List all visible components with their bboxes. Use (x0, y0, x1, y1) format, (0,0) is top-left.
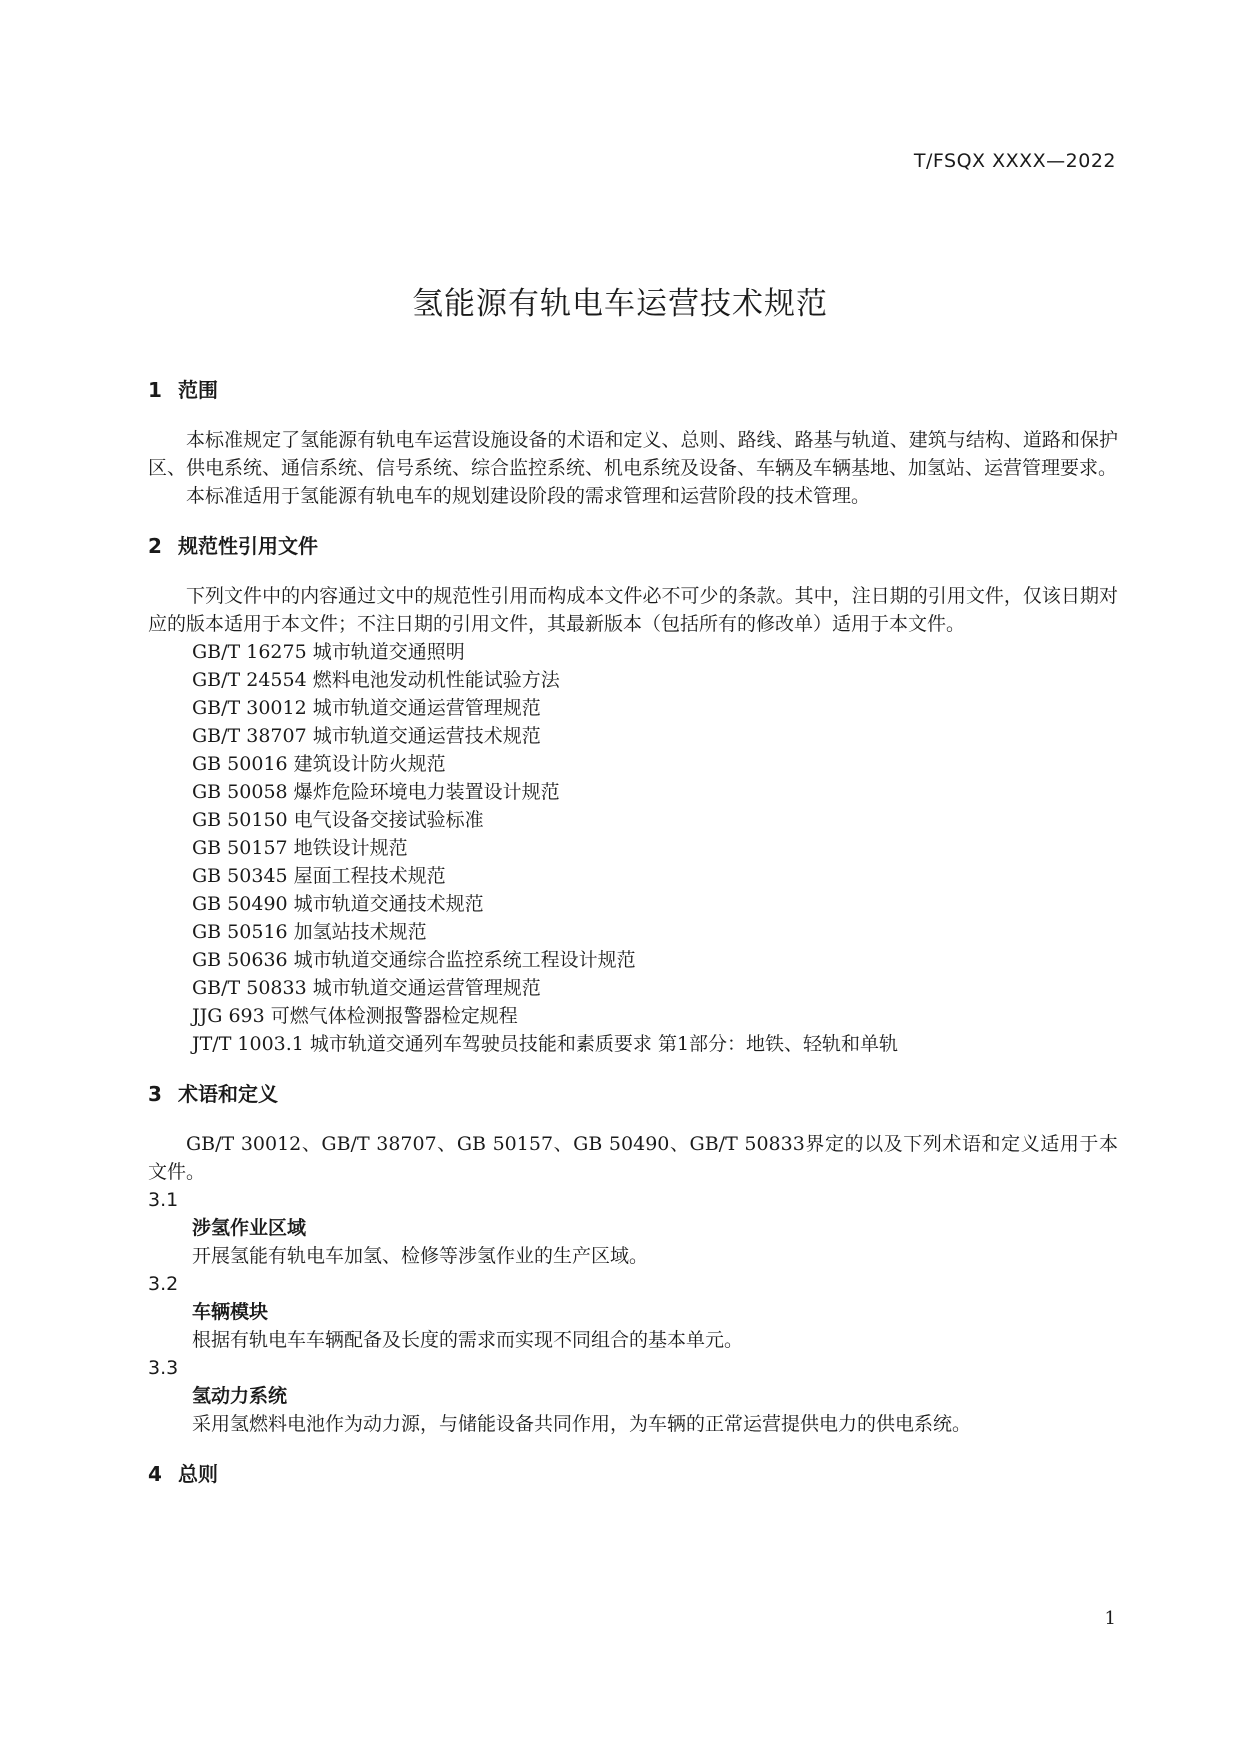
term-name: 涉氢作业区域 (192, 1217, 307, 1239)
reference-item: GB/T 38707 城市轨道交通运营技术规范 (192, 725, 541, 747)
reference-item: GB 50157 地铁设计规范 (192, 837, 408, 859)
reference-item: GB 50150 电气设备交接试验标准 (192, 809, 484, 831)
reference-item: JJG 693 可燃气体检测报警器检定规程 (192, 1005, 518, 1027)
paragraph: GB/T 30012、GB/T 38707、GB 50157、GB 50490、GB/T 50833界定的以及下列术语和定义适用于本文件。 (148, 1133, 1118, 1183)
document-code: T/FSQX XXXX—2022 (913, 150, 1116, 172)
term-number: 3.1 (148, 1189, 179, 1211)
reference-item: GB 50490 城市轨道交通技术规范 (192, 893, 484, 915)
section-heading-normative-references (148, 532, 1118, 560)
term-definition: 根据有轨电车车辆配备及长度的需求而实现不同组合的基本单元。 (192, 1329, 744, 1351)
term-number: 3.3 (148, 1357, 179, 1379)
section-title: 总则 (178, 1462, 218, 1486)
section-number: 1 (148, 378, 162, 402)
section-number: 4 (148, 1462, 162, 1486)
reference-item: GB/T 50833 城市轨道交通运营管理规范 (192, 977, 541, 999)
term-entry (148, 1354, 1118, 1438)
page-number: 1 (1104, 1608, 1116, 1629)
term-entry (148, 1270, 1118, 1354)
term-definition: 开展氢能有轨电车加氢、检修等涉氢作业的生产区域。 (192, 1245, 649, 1267)
reference-item: GB 50345 屋面工程技术规范 (192, 865, 446, 887)
document-body (148, 376, 1118, 1488)
reference-item: GB 50016 建筑设计防火规范 (192, 753, 446, 775)
reference-item: GB 50636 城市轨道交通综合监控系统工程设计规范 (192, 949, 636, 971)
document-title: 氢能源有轨电车运营技术规范 (412, 286, 828, 322)
section-number: 2 (148, 534, 162, 558)
paragraph: 下列文件中的内容通过文中的规范性引用而构成本文件必不可少的条款。其中，注日期的引用文件，仅该日期对应的版本适用于本文件；不注日期的引用文件，其最新版本（包括所有的修改单）适用于本文件。 (148, 585, 1118, 635)
reference-item: GB 50058 爆炸危险环境电力装置设计规范 (192, 781, 560, 803)
section-heading-general (148, 1460, 1118, 1488)
section-title: 术语和定义 (178, 1082, 278, 1106)
section-number: 3 (148, 1082, 162, 1106)
section-heading-terms (148, 1080, 1118, 1108)
section-title: 规范性引用文件 (178, 534, 318, 558)
reference-list (148, 638, 1118, 1058)
reference-item: GB/T 16275 城市轨道交通照明 (192, 641, 465, 663)
reference-item: GB/T 24554 燃料电池发动机性能试验方法 (192, 669, 560, 691)
reference-item: JT/T 1003.1 城市轨道交通列车驾驶员技能和素质要求 第1部分：地铁、轻轨和单轨 (192, 1033, 899, 1055)
paragraph: 本标准适用于氢能源有轨电车的规划建设阶段的需求管理和运营阶段的技术管理。 (186, 485, 871, 507)
term-name: 氢动力系统 (192, 1385, 288, 1407)
section-heading-scope (148, 376, 1118, 404)
term-definition: 采用氢燃料电池作为动力源，与储能设备共同作用，为车辆的正常运营提供电力的供电系统。 (192, 1413, 972, 1435)
reference-item: GB/T 30012 城市轨道交通运营管理规范 (192, 697, 541, 719)
term-number: 3.2 (148, 1273, 179, 1295)
reference-item: GB 50516 加氢站技术规范 (192, 921, 427, 943)
term-name: 车辆模块 (192, 1301, 269, 1323)
term-entry (148, 1186, 1118, 1270)
paragraph: 本标准规定了氢能源有轨电车运营设施设备的术语和定义、总则、路线、路基与轨道、建筑与结构、道路和保护区、供电系统、通信系统、信号系统、综合监控系统、机电系统及设备、车辆及车辆基地、加氢站、运营管理要求。 (148, 429, 1118, 479)
section-title: 范围 (178, 378, 218, 402)
